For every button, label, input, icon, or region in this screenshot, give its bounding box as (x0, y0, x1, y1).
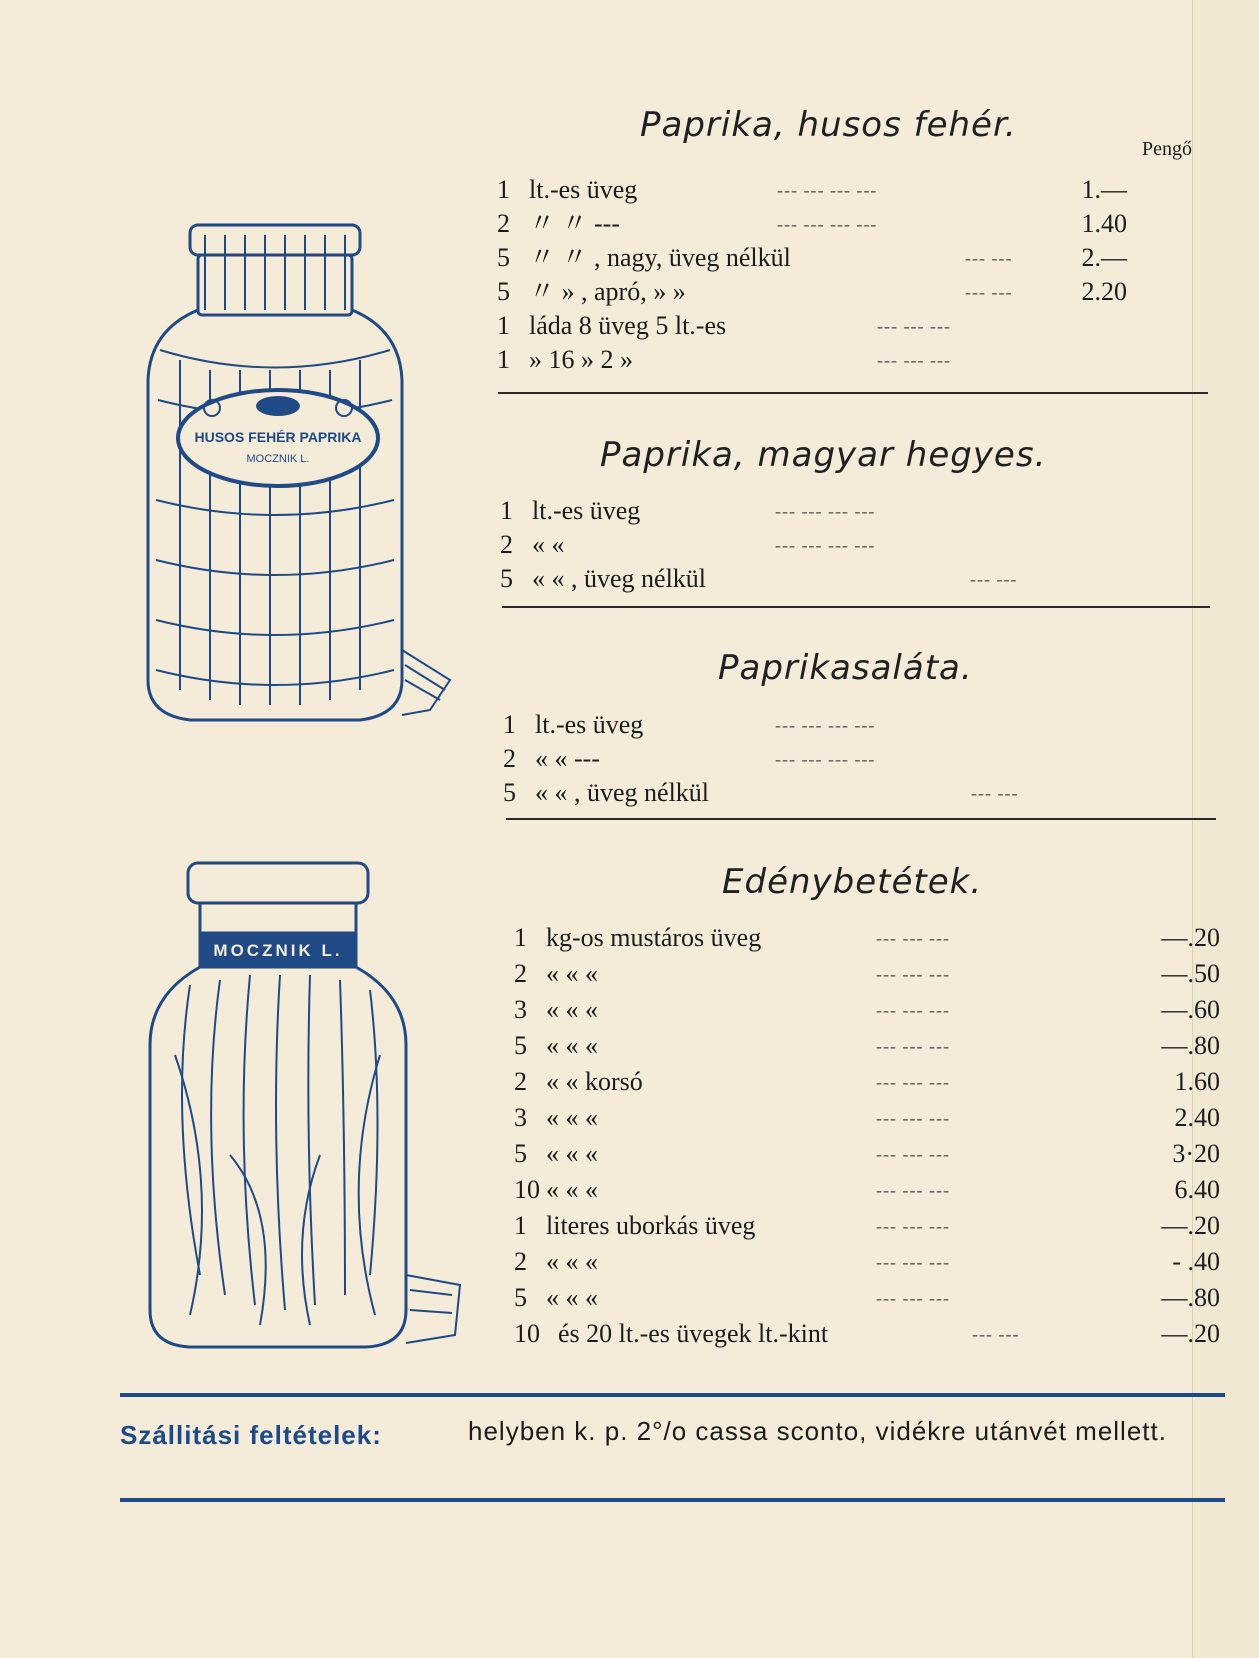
list-item (514, 921, 1224, 955)
item-price: 1.40 (1081, 209, 1127, 238)
list-item (514, 1065, 1224, 1099)
leader-dots: --- --- (965, 282, 1013, 302)
item-description: « « « (546, 1139, 598, 1168)
leader-dots: --- --- --- (876, 1000, 950, 1020)
item-description: « « « (546, 1175, 598, 1204)
item-quantity: 5 (503, 778, 516, 807)
leader-dots: --- --- --- (876, 1288, 950, 1308)
item-quantity: 1 (497, 175, 510, 204)
item-quantity: 5 (497, 277, 510, 306)
list-item (500, 562, 1140, 596)
leader-dots: --- --- (965, 248, 1013, 268)
item-description: lt.-es üveg (535, 710, 644, 739)
item-description: lt.-es üveg (529, 175, 638, 204)
leader-dots: --- --- (972, 1324, 1020, 1344)
item-price: —.20 (1161, 1319, 1220, 1348)
list-item (514, 1317, 1224, 1351)
list-item (514, 1281, 1224, 1315)
item-description: 〃 〃 , nagy, üveg nélkül (529, 243, 791, 272)
leader-dots: --- --- --- (876, 1036, 950, 1056)
mustard-jar-illustration (130, 855, 470, 1360)
terms-bottom-rule (120, 1498, 1225, 1502)
item-price: - .40 (1172, 1247, 1220, 1276)
terms-text: helyben k. p. 2°/o cassa sconto, vidékre utánvét mellett. (468, 1416, 1167, 1446)
section-divider (498, 392, 1208, 394)
item-description: 〃 〃 --- (529, 209, 620, 238)
list-item (514, 1173, 1224, 1207)
item-price: —.60 (1161, 995, 1220, 1024)
list-item (500, 528, 1140, 562)
item-description: « « « (546, 1247, 598, 1276)
item-quantity: 5 (497, 243, 510, 272)
item-price: 2.40 (1174, 1103, 1220, 1132)
section-divider (502, 606, 1210, 608)
item-quantity: 5 (514, 1283, 527, 1312)
item-quantity: 10 (514, 1319, 540, 1348)
item-price: 1.— (1081, 175, 1127, 204)
item-price: 2.20 (1081, 277, 1127, 306)
item-description: « « (532, 530, 565, 559)
paprika-jar-illustration (130, 210, 460, 740)
leader-dots: --- --- --- (876, 1180, 950, 1200)
leader-dots: --- --- --- --- (777, 214, 878, 234)
terms-label: Szállitási feltételek: (120, 1420, 382, 1450)
item-price: —.20 (1161, 1211, 1220, 1240)
item-quantity: 2 (514, 959, 527, 988)
item-price: 2.— (1081, 243, 1127, 272)
section-title: Edénybetétek. (722, 862, 983, 902)
leader-dots: --- --- --- (877, 350, 951, 370)
list-item (497, 275, 1197, 309)
item-description: lt.-es üveg (532, 496, 641, 525)
item-price: 6.40 (1174, 1175, 1220, 1204)
leader-dots: --- --- --- --- (775, 501, 876, 521)
list-item (514, 1245, 1224, 1279)
terms-top-rule (120, 1393, 1225, 1397)
item-quantity: 2 (514, 1067, 527, 1096)
list-item (514, 1101, 1224, 1135)
leader-dots: --- --- --- (876, 1108, 950, 1128)
item-quantity: 5 (500, 564, 513, 593)
item-quantity: 5 (514, 1031, 527, 1060)
leader-dots: --- --- --- (876, 928, 950, 948)
item-quantity: 10 (514, 1175, 540, 1204)
list-item (514, 1029, 1224, 1063)
item-description: « « « (546, 959, 598, 988)
leader-dots: --- --- --- --- (775, 715, 876, 735)
leader-dots: --- --- --- --- (775, 535, 876, 555)
item-price: 1.60 (1174, 1067, 1220, 1096)
item-price: —.50 (1161, 959, 1220, 988)
item-price: 3·20 (1172, 1139, 1220, 1168)
item-description: « « « (546, 1103, 598, 1132)
list-item (497, 343, 1197, 377)
item-quantity: 1 (514, 923, 527, 952)
item-description: « « , üveg nélkül (532, 564, 707, 593)
currency-label: Pengő (1142, 138, 1192, 160)
list-item (514, 993, 1224, 1027)
section-title: Paprika, husos fehér. (640, 105, 1017, 145)
jar-label-text: HUSOS FEHÉR PAPRIKA (194, 429, 362, 445)
list-item (503, 742, 1143, 776)
item-description: « « « (546, 995, 598, 1024)
item-quantity: 2 (514, 1247, 527, 1276)
list-item (503, 776, 1143, 810)
item-price: —.80 (1161, 1283, 1220, 1312)
item-description: « « « (546, 1031, 598, 1060)
item-quantity: 5 (514, 1139, 527, 1168)
item-description: és 20 lt.-es üvegek lt.-kint (558, 1319, 829, 1348)
item-description: láda 8 üveg 5 lt.-es (529, 311, 727, 340)
section-title: Paprika, magyar hegyes. (600, 435, 1047, 475)
item-description: » 16 » 2 » (529, 345, 633, 374)
jar-band-label: MOCZNIK L. (213, 941, 343, 960)
leader-dots: --- --- --- (876, 1144, 950, 1164)
list-item (514, 1137, 1224, 1171)
item-quantity: 1 (497, 345, 510, 374)
list-item (497, 173, 1197, 207)
leader-dots: --- --- --- --- (775, 749, 876, 769)
item-description: kg-os mustáros üveg (546, 923, 762, 952)
item-quantity: 1 (497, 311, 510, 340)
section-title: Paprikasaláta. (718, 648, 973, 688)
item-price: —.80 (1161, 1031, 1220, 1060)
item-price: —.20 (1161, 923, 1220, 952)
leader-dots: --- --- (971, 783, 1019, 803)
leader-dots: --- --- --- (877, 316, 951, 336)
list-item (500, 494, 1140, 528)
jar-label-maker: MOCZNIK L. (246, 453, 310, 465)
list-item (514, 1209, 1224, 1243)
leader-dots: --- --- --- (876, 1252, 950, 1272)
item-description: literes uborkás üveg (546, 1211, 756, 1240)
item-quantity: 2 (500, 530, 513, 559)
leader-dots: --- --- --- (876, 1216, 950, 1236)
item-description: « « korsó (546, 1067, 643, 1096)
item-description: « « , üveg nélkül (535, 778, 710, 807)
item-description: « « --- (535, 744, 600, 773)
leader-dots: --- --- (970, 569, 1018, 589)
section-divider (506, 818, 1216, 820)
list-item (497, 241, 1197, 275)
leader-dots: --- --- --- --- (777, 180, 878, 200)
list-item (497, 207, 1197, 241)
list-item (497, 309, 1197, 343)
list-item (503, 708, 1143, 742)
item-description: 〃 » , apró, » » (529, 277, 686, 306)
item-quantity: 3 (514, 1103, 527, 1132)
item-quantity: 1 (514, 1211, 527, 1240)
leader-dots: --- --- --- (876, 1072, 950, 1092)
list-item (514, 957, 1224, 991)
item-quantity: 1 (503, 710, 516, 739)
item-quantity: 1 (500, 496, 513, 525)
item-quantity: 2 (503, 744, 516, 773)
item-quantity: 2 (497, 209, 510, 238)
item-description: « « « (546, 1283, 598, 1312)
item-quantity: 3 (514, 995, 527, 1024)
leader-dots: --- --- --- (876, 964, 950, 984)
